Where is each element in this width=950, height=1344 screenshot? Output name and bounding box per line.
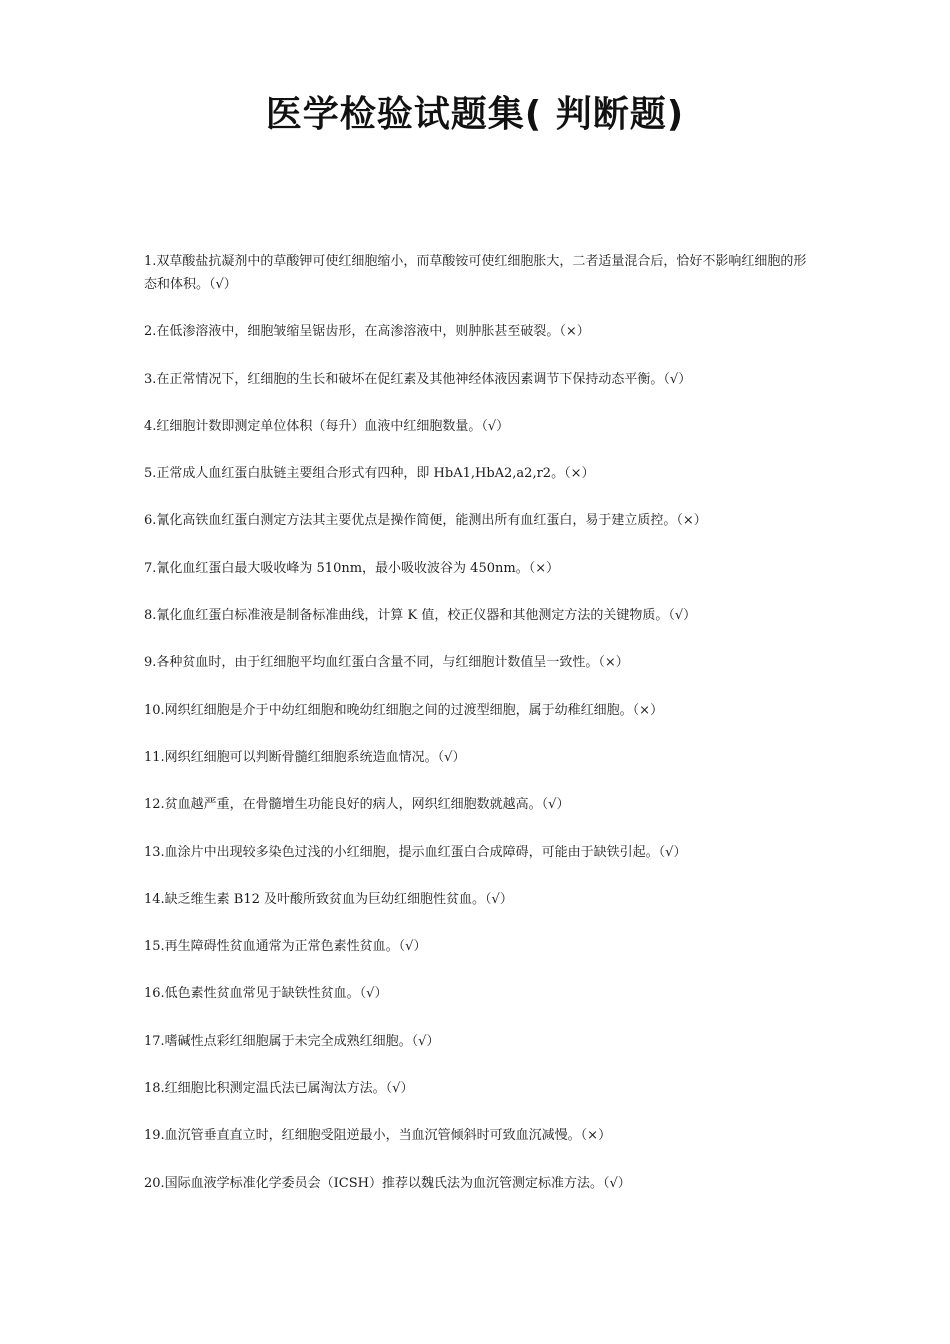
question-item: 4.红细胞计数即测定单位体积（每升）血液中红细胞数量。（√） <box>144 418 510 434</box>
question-item: 11.网织红细胞可以判断骨髓红细胞系统造血情况。（√） <box>144 749 466 765</box>
question-item: 3.在正常情况下，红细胞的生长和破坏在促红素及其他神经体液因素调节下保持动态平衡。（√） <box>144 371 692 387</box>
question-item: 19.血沉管垂直直立时，红细胞受阻逆最小，当血沉管倾斜时可致血沉减慢。（×） <box>144 1128 612 1144</box>
question-item: 8.氰化血红蛋白标准液是制备标准曲线，计算 K 值，校正仪器和其他测定方法的关键物质。（√） <box>144 608 697 624</box>
question-item: 18.红细胞比积测定温氏法已属淘汰方法。（√） <box>144 1081 414 1097</box>
question-item: 7.氰化血红蛋白最大吸收峰为 510nm，最小吸收波谷为 450nm。（×） <box>144 560 560 576</box>
question-item: 1.双草酸盐抗凝剂中的草酸钾可使红细胞缩小，而草酸铵可使红细胞胀大，二者适量混合后，恰好不影响红细胞的形态和体积。（√） <box>144 254 807 292</box>
question-item: 2.在低渗溶液中，细胞皱缩呈锯齿形，在高渗溶液中，则肿胀甚至破裂。（×） <box>144 324 590 340</box>
question-item: 12.贫血越严重，在骨髓增生功能良好的病人，网织红细胞数就越高。（√） <box>144 797 570 813</box>
question-item: 17.嗜碱性点彩红细胞属于未完全成熟红细胞。（√） <box>144 1033 440 1049</box>
document-title: 医学检验试题集( 判断题) <box>265 94 685 135</box>
question-list <box>144 250 814 1219</box>
question-item: 5.正常成人血红蛋白肽链主要组合形式有四种，即 HbA1,HbA2,a2,r2。（×） <box>144 466 595 482</box>
question-item: 6.氰化高铁血红蛋白测定方法其主要优点是操作简便，能测出所有血红蛋白，易于建立质控。（×） <box>144 513 707 529</box>
question-item: 9.各种贫血时，由于红细胞平均血红蛋白含量不同，与红细胞计数值呈一致性。（×） <box>144 655 629 671</box>
question-item: 16.低色素性贫血常见于缺铁性贫血。（√） <box>144 986 388 1002</box>
question-item: 14.缺乏维生素 B12 及叶酸所致贫血为巨幼红细胞性贫血。（√） <box>144 891 513 907</box>
question-item: 13.血涂片中出现较多染色过浅的小红细胞，提示血红蛋白合成障碍，可能由于缺铁引起。（√） <box>144 844 687 860</box>
question-item: 20.国际血液学标准化学委员会（ICSH）推荐以魏氏法为血沉管测定标准方法。（√） <box>144 1175 631 1191</box>
question-item: 10.网织红细胞是介于中幼红细胞和晚幼红细胞之间的过渡型细胞，属于幼稚红细胞。（×） <box>144 702 664 718</box>
question-item: 15.再生障碍性贫血通常为正常色素性贫血。（√） <box>144 939 427 955</box>
